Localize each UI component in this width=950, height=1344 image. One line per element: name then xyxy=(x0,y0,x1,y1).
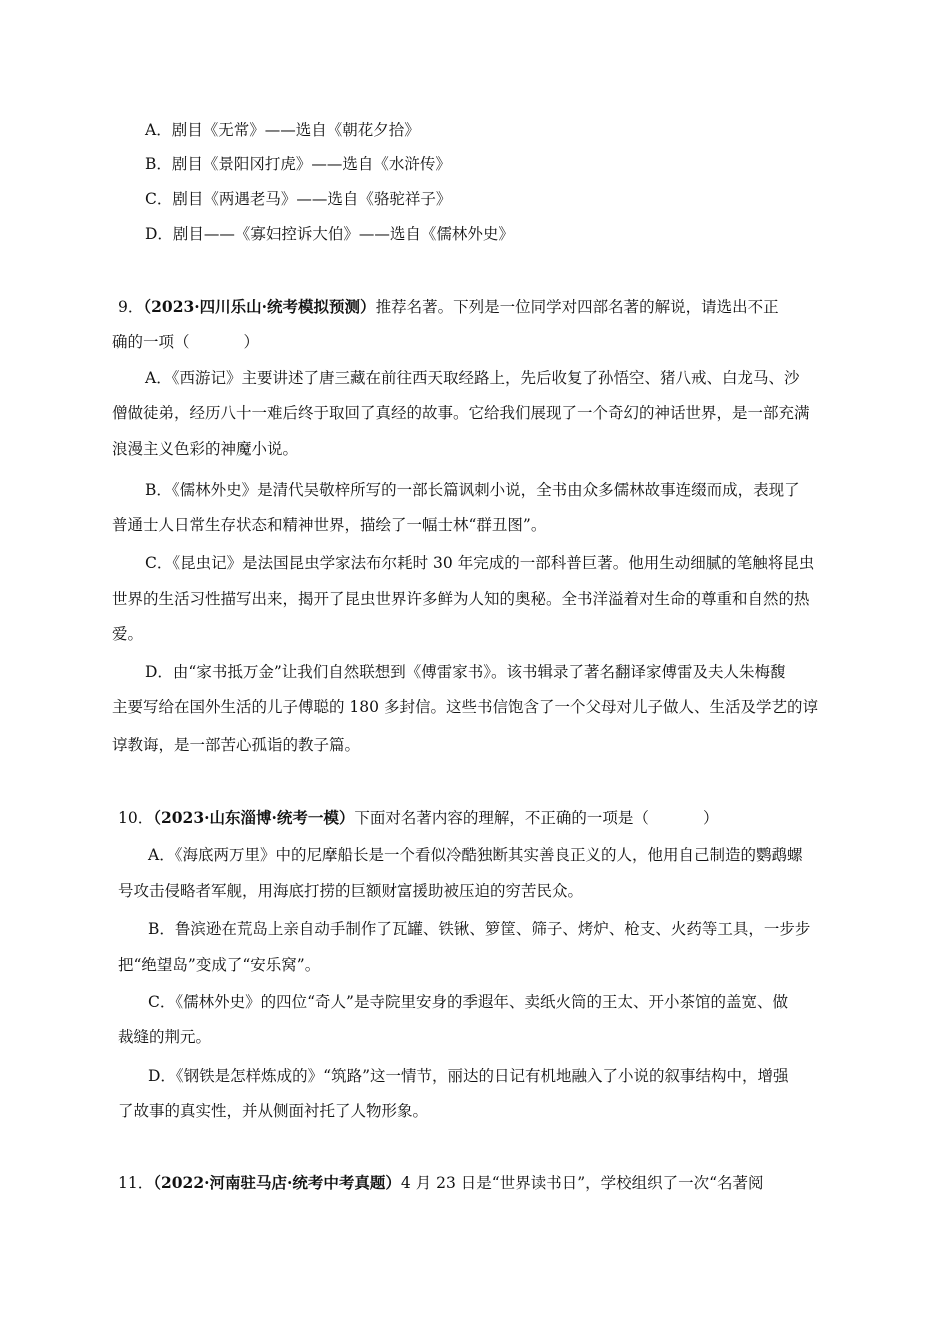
q10-option-c-line2: 裁缝的荆元。 xyxy=(118,1028,212,1046)
q9-option-c-line2: 世界的生活习性描写出来，揭开了昆虫世界许多鲜为人知的奥秘。全书洋溢着对生命的尊重和自然的热 xyxy=(112,590,810,608)
q10-option-a-line2: 号攻击侵略者军舰，用海底打捞的巨额财富援助被压迫的穷苦民众。 xyxy=(118,882,584,900)
q10-option-d-line2: 了故事的真实性，并从侧面衬托了人物形象。 xyxy=(118,1102,429,1120)
q9-number: 9． xyxy=(118,298,144,316)
q10-stem xyxy=(118,806,718,828)
q8-option-d: D．剧目——《寡妇控诉大伯》——选自《儒林外史》 xyxy=(145,225,514,243)
q10-stem-text: 下面对名著内容的理解，不正确的一项是（ xyxy=(354,809,649,827)
q8-option-b: B．剧目《景阳冈打虎》——选自《水浒传》 xyxy=(145,155,451,173)
q9-stem-line2 xyxy=(112,330,259,352)
q10-option-b-line1: B．鲁滨逊在荒岛上亲自动手制作了瓦罐、铁锹、箩筐、筛子、烤炉、枪支、火药等工具，一步步 xyxy=(148,920,811,938)
q9-option-b-line1: B．《儒林外史》是清代吴敬梓所写的一部长篇讽刺小说，全书由众多儒林故事连缀而成，表现了 xyxy=(145,481,800,499)
q8-option-c: C．剧目《两遇老马》——选自《骆驼祥子》 xyxy=(145,190,452,208)
q10-source: （2023·山东淄博·统考一模） xyxy=(153,808,355,827)
q11-number: 11． xyxy=(118,1174,154,1192)
q9-stem-line2-text: 确的一项（ xyxy=(112,333,190,351)
q10-option-b-line2: 把“绝望岛”变成了“安乐窝”。 xyxy=(118,956,321,974)
q9-source: （2023·四川乐山·统考模拟预测） xyxy=(143,297,376,316)
q9-stem xyxy=(118,295,779,317)
q9-option-c-line3: 爱。 xyxy=(112,625,144,643)
q9-option-d-line3: 谆教诲，是一部苦心孤诣的教子篇。 xyxy=(112,736,361,754)
q9-option-c-line1: C．《昆虫记》是法国昆虫学家法布尔耗时 30 年完成的一部科普巨著。他用生动细腻的笔触将昆虫 xyxy=(145,554,815,572)
q8-option-a: A．剧目《无常》——选自《朝花夕拾》 xyxy=(145,121,420,139)
q11-stem-text: 4 月 23 日是“世界读书日”，学校组织了一次“名著阅 xyxy=(400,1174,764,1192)
q9-option-d-line2: 主要写给在国外生活的儿子傅聪的 180 多封信。这些书信饱含了一个父母对儿子做人、生活及学艺的谆 xyxy=(112,698,818,716)
q9-option-b-line2: 普通士人日常生存状态和精神世界，描绘了一幅士林“群丑图”。 xyxy=(112,516,547,534)
q10-number: 10． xyxy=(118,809,154,827)
q9-option-d-line1: D．由“家书抵万金”让我们自然联想到《傅雷家书》。该书辑录了著名翻译家傅雷及夫人朱梅馥 xyxy=(145,663,786,681)
q9-option-a-line2: 僧做徒弟，经历八十一难后终于取回了真经的故事。它给我们展现了一个奇幻的神话世界，是一部充满 xyxy=(112,404,810,422)
q10-option-d-line1: D．《钢铁是怎样炼成的》“筑路”这一情节，丽达的日记有机地融入了小说的叙事结构中，增强 xyxy=(148,1067,789,1085)
q9-stem-line1: 推荐名著。下列是一位同学对四部名著的解说，请选出不正 xyxy=(375,298,779,316)
q9-stem-close-paren: ） xyxy=(243,333,260,351)
q10-stem-close-paren: ） xyxy=(702,809,719,827)
q10-option-c-line1: C．《儒林外史》的四位“奇人”是寺院里安身的季遐年、卖纸火筒的王太、开小茶馆的盖宽、做 xyxy=(148,993,788,1011)
q9-option-a-line3: 浪漫主义色彩的神魔小说。 xyxy=(112,440,299,458)
q11-stem xyxy=(118,1171,764,1193)
q9-option-a-line1: A．《西游记》主要讲述了唐三藏在前往西天取经路上，先后收复了孙悟空、猪八戒、白龙马、沙 xyxy=(145,369,800,387)
q11-source: （2022·河南驻马店·统考中考真题） xyxy=(153,1173,401,1192)
q10-option-a-line1: A．《海底两万里》中的尼摩船长是一个看似冷酷独断其实善良正义的人，他用自己制造的鹦鹉螺 xyxy=(148,846,803,864)
